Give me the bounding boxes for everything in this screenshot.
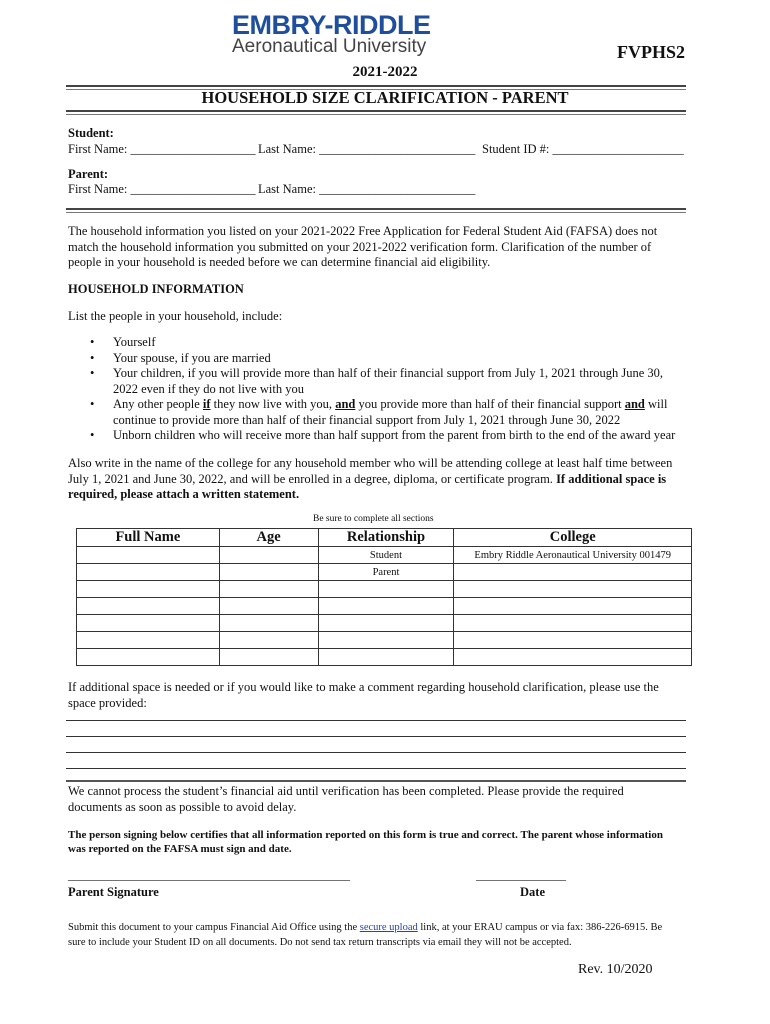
age-cell[interactable]: [219, 649, 318, 666]
section-rule: [66, 208, 686, 213]
age-cell[interactable]: [219, 598, 318, 615]
table-row: [77, 632, 692, 649]
comment-line[interactable]: [66, 752, 686, 753]
household-list-intro: List the people in your household, include:: [68, 309, 283, 323]
college-cell[interactable]: Embry Riddle Aeronautical University 001479: [454, 547, 692, 564]
submission-instructions: [68, 920, 678, 950]
age-cell[interactable]: [219, 564, 318, 581]
relationship-cell[interactable]: [318, 632, 454, 649]
column-header-age: Age: [219, 529, 318, 547]
table-row: [77, 564, 692, 581]
table-row: [77, 547, 692, 564]
bullet-text: you provide more than half of their financial support: [355, 397, 625, 411]
relationship-cell[interactable]: [318, 598, 454, 615]
student-last-name-field[interactable]: Last Name: _________________________: [258, 142, 476, 156]
column-header-full-name: Full Name: [77, 529, 220, 547]
parent-first-name-field[interactable]: First Name: ____________________: [68, 182, 256, 196]
parent-last-name-field[interactable]: Last Name: _________________________: [258, 182, 476, 196]
household-bullet-list: [68, 335, 688, 444]
name-cell[interactable]: [77, 649, 220, 666]
age-cell[interactable]: [219, 615, 318, 632]
bullet-item: • Unborn children who will receive more than half support from the parent from birth to the end of the award year: [68, 428, 688, 444]
student-first-name-field[interactable]: First Name: ____________________: [68, 142, 256, 156]
table-row: [77, 598, 692, 615]
emphasis-if: if: [202, 397, 211, 411]
date-line[interactable]: _______________: [476, 868, 566, 882]
bullet-item: • Your spouse, if you are married: [68, 351, 688, 367]
relationship-cell[interactable]: [318, 649, 454, 666]
household-heading: HOUSEHOLD INFORMATION: [68, 282, 244, 296]
logo-subtitle: Aeronautical University: [232, 36, 427, 57]
comment-section-rule: [66, 780, 686, 782]
college-note: [68, 456, 673, 503]
comment-line[interactable]: [66, 720, 686, 721]
age-cell[interactable]: [219, 632, 318, 649]
processing-note: We cannot process the student’s financial aid until verification has been completed. Please provide the required documents as soon as possible to avoid delay.: [68, 784, 624, 814]
student-id-field[interactable]: Student ID #: _____________________: [482, 142, 684, 156]
bullet-text: Any other people: [113, 397, 203, 411]
college-cell[interactable]: [454, 632, 692, 649]
form-year: 2021-2022: [352, 64, 418, 80]
parent-heading: Parent:: [68, 167, 109, 181]
household-table: [76, 528, 692, 666]
bullet-text: they now live with you,: [210, 397, 336, 411]
comment-line[interactable]: [66, 736, 686, 737]
date-label: Date: [520, 885, 545, 899]
column-header-college: College: [454, 529, 692, 547]
college-cell[interactable]: [454, 598, 692, 615]
name-cell[interactable]: [77, 581, 220, 598]
page-title: HOUSEHOLD SIZE CLARIFICATION - PARENT: [201, 88, 569, 107]
bullet-item: [68, 397, 688, 428]
college-cell[interactable]: [454, 615, 692, 632]
form-code: FVPHS2: [617, 42, 686, 62]
relationship-cell[interactable]: Parent: [318, 564, 454, 581]
name-cell[interactable]: [77, 632, 220, 649]
logo-wordmark: EMBRY-RIDDLE: [232, 10, 431, 40]
table-header-row: [77, 529, 692, 547]
college-note-bold: If additional space is required, please attach a written statement.: [68, 471, 667, 501]
table-row: [77, 581, 692, 598]
name-cell[interactable]: [77, 598, 220, 615]
age-cell[interactable]: [219, 581, 318, 598]
certification-statement: The person signing below certifies that all information reported on this form is true and correct. The parent whose information was reported on the FAFSA must sign and date.: [68, 829, 663, 855]
college-cell[interactable]: [454, 649, 692, 666]
emphasis-and: and: [335, 397, 356, 411]
bullet-item: • Yourself: [68, 335, 688, 351]
table-row: [77, 615, 692, 632]
bullet-item: • Your children, if you will provide more than half of their financial support from July 1, 2021 through June 30, 2022 even if they do not live with you: [68, 366, 688, 397]
emphasis-and: and: [624, 397, 645, 411]
college-note-text: Also write in the name of the college for any household member who will be attending college at least half time between July 1, 2021 and June 30, 2022, and will be enrolled in a degree, diploma, or certificate program.: [68, 456, 673, 486]
name-cell[interactable]: [77, 547, 220, 564]
title-rule-bottom: [66, 110, 686, 115]
age-cell[interactable]: [219, 547, 318, 564]
signature-label: Parent Signature: [68, 885, 159, 899]
bullet-text: will continue to provide more than half of their financial support from July 1, 2021 through June 30, 2022: [113, 397, 668, 427]
student-heading: Student:: [68, 126, 114, 140]
footer-text: link, at your ERAU campus or via fax: 386-226-6915. Be sure to include your Student ID on all documents. Do not send tax return transcripts via email they will not be accepted.: [68, 922, 663, 948]
table-row: [77, 649, 692, 666]
relationship-cell[interactable]: Student: [318, 547, 454, 564]
name-cell[interactable]: [77, 615, 220, 632]
footer-text: Submit this document to your campus Financial Aid Office using the: [68, 922, 360, 933]
name-cell[interactable]: [77, 564, 220, 581]
revision-date: Rev. 10/2020: [578, 962, 653, 977]
college-cell[interactable]: [454, 581, 692, 598]
comment-prompt: If additional space is needed or if you would like to make a comment regarding household clarification, please use the space provided:: [68, 680, 659, 710]
relationship-cell[interactable]: [318, 615, 454, 632]
comment-line[interactable]: [66, 768, 686, 769]
relationship-cell[interactable]: [318, 581, 454, 598]
signature-line[interactable]: _______________________________________________: [68, 868, 350, 882]
column-header-relationship: Relationship: [318, 529, 454, 547]
intro-paragraph: The household information you listed on your 2021-2022 Free Application for Federal Student Aid (FAFSA) does not match the household information you submitted on your 2021-2022 verification form. Clarification of the number of people in your household is needed before we can determine financial aid eligibility.: [68, 224, 658, 269]
table-note: Be sure to complete all sections: [313, 514, 434, 524]
college-cell[interactable]: [454, 564, 692, 581]
secure-upload-link[interactable]: secure upload: [359, 922, 418, 933]
